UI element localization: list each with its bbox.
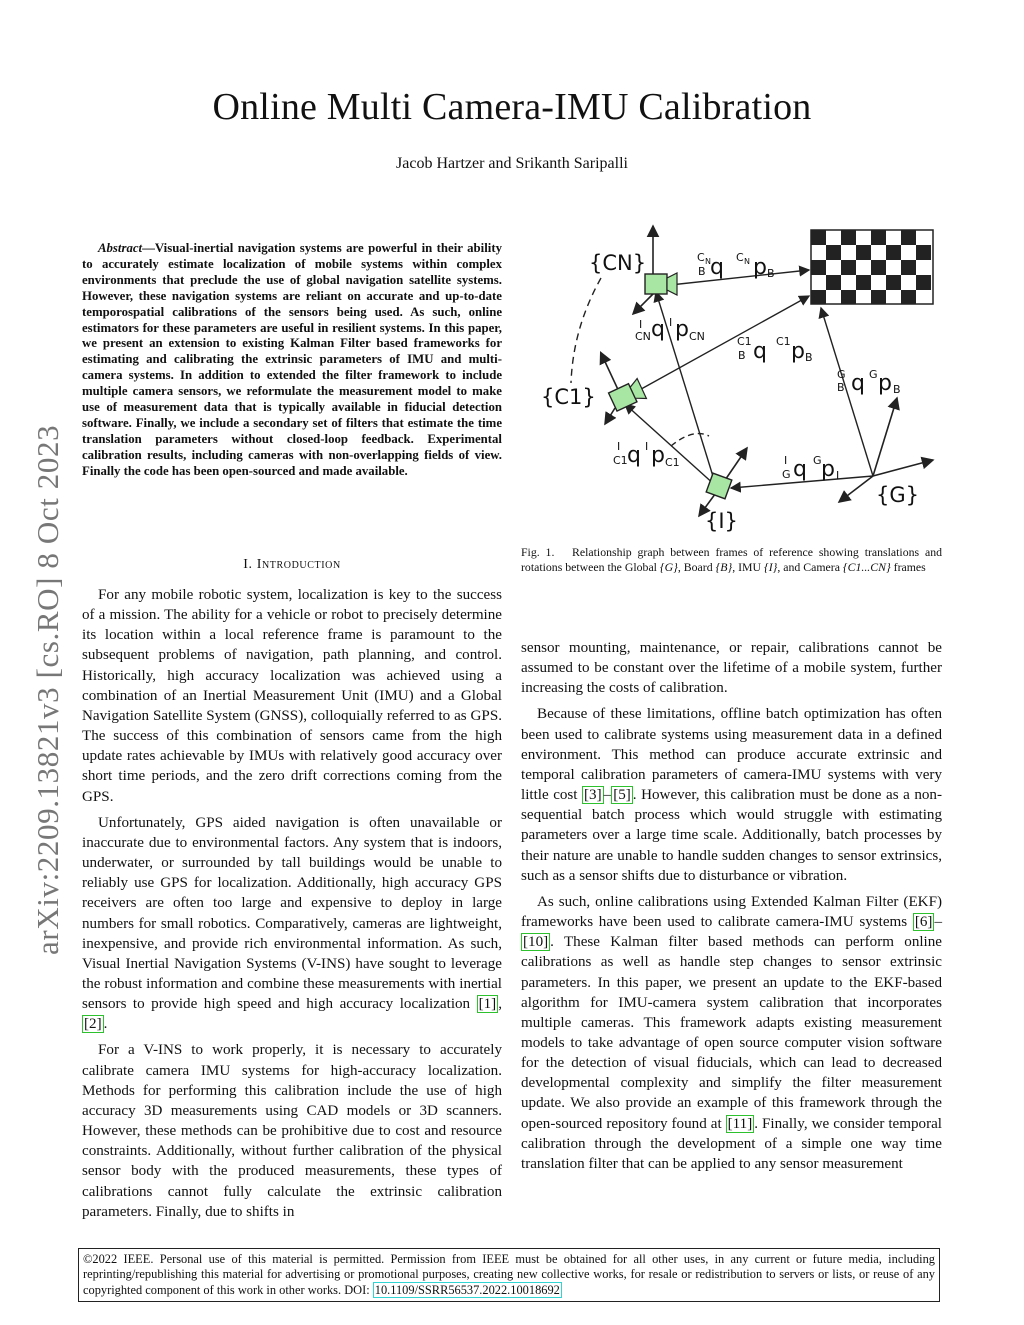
citation-link[interactable]: [11]	[727, 1115, 753, 1132]
svg-text:q: q	[710, 255, 724, 280]
svg-text:I: I	[639, 318, 643, 331]
abstract-text: Visual-inertial navigation systems are powerful in their ability to accurately estimate localization of mobile systems within complex environments that preclude the use of global navigation satellite systems. However, these navigation systems are reliant on accurate and up-to-date temporospatial calibrations of the sensors being used. As such, online estimators for these parameters are useful in resilient systems. In this paper, we present an extension to existing Kalman Filter based frameworks for estimating and calibrating the extrinsic parameters of IMU and multi-camera systems. In addition to extended the filter framework to include multiple camera sensors, we reformulate the measurement model to make use of measurement data that is typically available in fiducial detection software. Finally, we include a secondary set of filters that estimate the time translation parameters without closed-loop feedback. Experimental calibration results, including cameras with non-overlapping fields of view. Finally the code has been open-sourced and made available.	[82, 241, 502, 478]
svg-text:I: I	[836, 469, 840, 482]
svg-text:B: B	[738, 349, 746, 362]
svg-text:I: I	[645, 440, 649, 453]
left-column	[82, 585, 502, 1228]
svg-text:C: C	[697, 251, 705, 264]
svg-text:q: q	[753, 339, 767, 364]
frame-label-i: {I}	[705, 509, 738, 533]
svg-text:p: p	[753, 255, 767, 280]
doi-link[interactable]: 10.1109/SSRR56537.2022.10018692	[374, 1282, 560, 1297]
svg-text:q: q	[793, 457, 807, 482]
svg-text:I: I	[617, 440, 621, 453]
intro-paragraph-1: For any mobile robotic system, localization is key to the success of a mission. The ability for a vehicle or robot to precisely determine its location within a local reference frame is paramount to the subsequent problems of navigation, path planning, and control. Historically, high accuracy localization was achieved using a combination of an Inertial Measurement Unit (IMU) and a Global Navigation Satellite System (GNSS), colloquially referred to as GPS. The success of this combination of sensors came from the high update rates achievable by IMUs with relatively good accuracy over short time periods, and the zero drift corrections coming from the GPS.	[82, 587, 502, 805]
right-paragraph-2: Because of these limitations, offline batch optimization has often been used to calibrate systems using measurement data in a defined environment. This method can produce accurate extrinsic and temporal calibration parameters of camera-IMU systems with very little cost [3] – [5] . However, this calibration must be done as a non-sequential batch process which would struggle with estimating parameters over a large time scale. Additionally, batch processes by their nature are unable to handle sudden changes to sensor extrinsics, such as a sensor shifts due to disturbance or vibration.	[521, 706, 942, 884]
citation-link[interactable]: [2]	[84, 1016, 102, 1033]
section-heading	[82, 557, 502, 573]
camera-c1-frame	[592, 343, 647, 412]
citation-link[interactable]: [3]	[584, 787, 602, 804]
svg-text:q: q	[851, 371, 865, 396]
arxiv-stamp: arXiv:2209.13821v3 [cs.RO] 8 Oct 2023	[30, 424, 65, 955]
svg-text:B: B	[805, 351, 813, 364]
svg-text:C1: C1	[737, 335, 752, 348]
frame-label-cn: {CN}	[589, 251, 647, 275]
right-paragraph-3: As such, online calibrations using Extended Kalman Filter (EKF) frameworks have been used to calibrate camera-IMU systems [6] –[10] . These Kalman filter based methods can perform online calibrations as well as handle step changes to sensor extrinsic parameters. In this paper, we present an update to the EKF-based algorithm for IMU-camera system calibration that incorporates multiple cameras. This framework adapts existing measurement models to take advantage of open source computer vision software for the detection of visual fiducials, which can lead to decreased developmental complexity and simplify the filter measurement update. We also provide an example of this framework through the open-sourced repository found at [11] . Finally, we consider temporal calibration through the development of a simple one way time translation filter that can be applied to any sensor measurement	[521, 893, 942, 1172]
citation-link[interactable]: [10]	[523, 934, 549, 951]
svg-text:C: C	[736, 251, 744, 264]
citation-link[interactable]: [5]	[613, 787, 631, 804]
frame-label-g: {G}	[876, 483, 919, 507]
right-column	[521, 638, 942, 1180]
abstract: Abstract—Visual-inertial navigation systems are powerful in their ability to accurately estimate localization of mobile systems within complex environments that preclude the use of global navigation satellite systems. However, these navigation systems are reliant on accurate and up-to-date temporospatial calibrations of the sensors being used. As such, online estimators for these parameters are useful in resilient systems. In this paper, we present an extension to existing Kalman Filter based frameworks for estimating and calibrating the extrinsic parameters of IMU and multi-camera systems. In addition to extended the filter framework to include multiple camera sensors, we reformulate the measurement model to make use of measurement data that is typically available in fiducial detection software. Finally, we include a secondary set of filters that estimate the time translation parameters without closed-loop feedback. Experimental calibration results, including cameras with non-overlapping fields of view. Finally the code has been open-sourced and made available.	[82, 241, 502, 478]
svg-text:p: p	[791, 339, 805, 364]
frame-label-c1: {C1}	[541, 385, 596, 409]
svg-text:I: I	[669, 316, 673, 329]
svg-text:G: G	[813, 454, 822, 467]
copyright-notice: ©2022 IEEE. Personal use of this material is permitted. Permission from IEEE must be obtained for all other uses, in any current or future media, including reprinting/republishing this material for advertising or promotional purposes, creating new collective works, for resale or redistribution to servers or lists, or reuse of any copyrighted component of this work in other works. DOI: 10.1109/SSRR56537.2022.10018692	[78, 1248, 940, 1302]
frame-relationship-figure	[521, 218, 945, 538]
svg-text:p: p	[878, 371, 892, 396]
intro-paragraph-3: For a V-INS to work properly, it is necessary to accurately calibrate camera IMU systems for high-accuracy localization. Methods for performing this calibration include the use of high accuracy 3D measurements using CAD models or 3D scanners. However, these methods can be prohibitive due to cost and resource constraints. Additionally, without further calibration of the physical sensor body with the produced measurements, these types of calibrations cannot fully calculate the extrinsic calibration parameters. Finally, due to shifts in	[82, 1042, 502, 1220]
svg-text:N: N	[705, 257, 711, 266]
svg-text:N: N	[744, 257, 750, 266]
svg-text:C1: C1	[776, 335, 791, 348]
svg-text:CN: CN	[635, 330, 651, 343]
fiducial-board	[811, 230, 933, 304]
svg-text:p: p	[651, 443, 665, 468]
paper-title: Online Multi Camera-IMU Calibration	[212, 86, 812, 128]
svg-text:G: G	[837, 368, 846, 381]
svg-text:p: p	[821, 457, 835, 482]
svg-text:I: I	[784, 454, 788, 467]
right-paragraph-1: sensor mounting, maintenance, or repair, calibrations cannot be assumed to be constant over the lifetime of a mobile system, further increasing the costs of calibration.	[521, 640, 942, 697]
svg-text:B: B	[767, 267, 775, 280]
author-list: Jacob Hartzer and Srikanth Saripalli	[396, 155, 628, 172]
intro-paragraph-2: Unfortunately, GPS aided navigation is often unavailable or inaccurate due to environmental factors. Any system that is indoors, underwater, or surrounded by tall buildings would be unable to reliably use GPS for localization. Additionally, high accuracy GPS receivers are often too large and expensive to deploy in large numbers for small robotics. Comparatively, cameras are lightweight, inexpensive, and provide rich environmental information. As such, Visual Inertial Navigation Systems (V-INS) have sought to leverage the robust information and combine these measurements with inertial sensors to provide high speed and high accuracy localization [1] , [2] .	[82, 814, 502, 1033]
svg-text:B: B	[698, 265, 706, 278]
svg-text:G: G	[782, 468, 791, 481]
label-cn-to-board	[697, 251, 775, 280]
citation-link[interactable]: [6]	[914, 914, 933, 931]
svg-text:G: G	[869, 368, 878, 381]
svg-text:q: q	[651, 317, 665, 342]
svg-text:CN: CN	[689, 330, 705, 343]
svg-text:B: B	[837, 381, 845, 394]
citation-link[interactable]: [1]	[478, 996, 497, 1013]
figure-caption: Fig. 1. Relationship graph between frames of reference showing translations and rotations between the Global {G}, Board {B}, IMU {I}, and Camera {C1...CN} frames	[521, 545, 942, 574]
label-global-to-imu	[782, 454, 839, 482]
svg-text:B: B	[893, 383, 901, 396]
svg-text:C1: C1	[613, 454, 628, 467]
svg-text:p: p	[675, 317, 689, 342]
svg-text:C1: C1	[665, 456, 680, 469]
abstract-label: Abstract	[98, 241, 143, 255]
section-number: I.	[243, 557, 253, 572]
svg-text:q: q	[627, 443, 641, 468]
imu-frame	[699, 448, 747, 516]
section-title: Introduction	[256, 557, 341, 572]
label-c1-to-board	[737, 335, 813, 364]
